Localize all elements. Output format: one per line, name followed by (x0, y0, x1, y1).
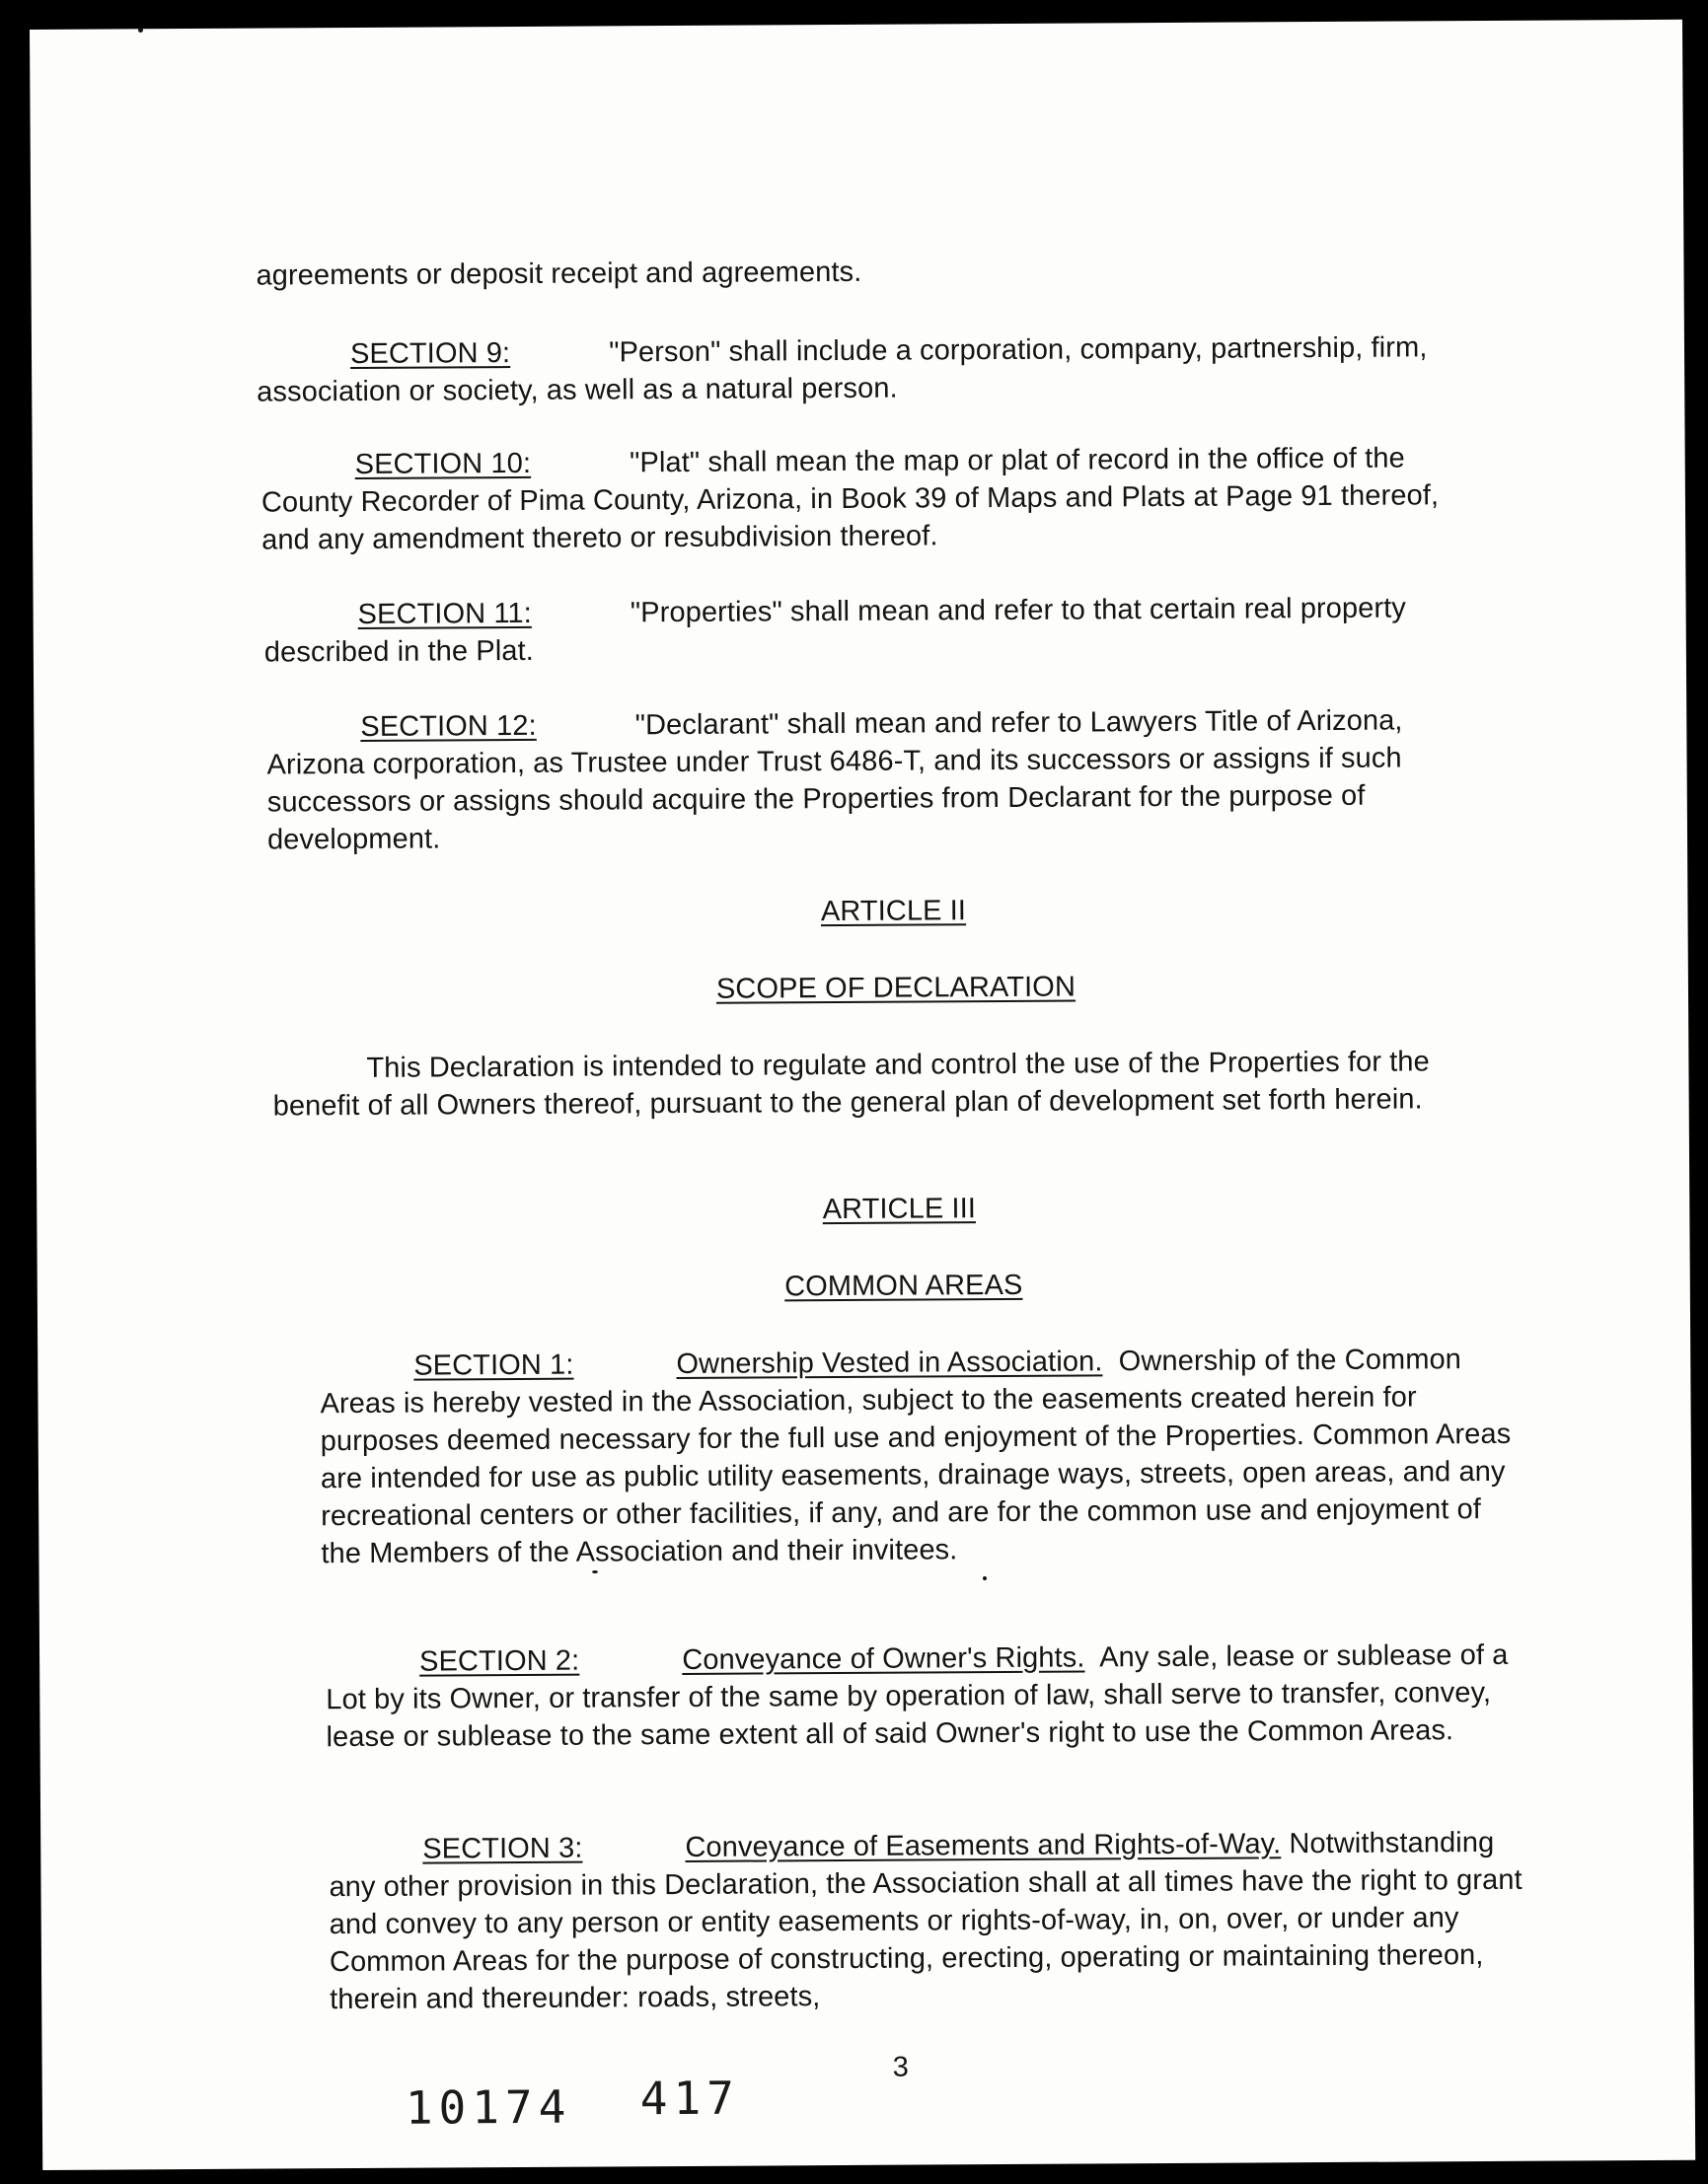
article-2-heading: ARTICLE II (820, 895, 967, 928)
art3-section-1-title: Ownership Vested in Association. (676, 1346, 1103, 1381)
scan-speck (983, 1576, 987, 1580)
section-12-label: SECTION 12: (360, 709, 537, 743)
section-9-label: SECTION 9: (349, 337, 511, 371)
document-page (30, 20, 1695, 2170)
scan-speck (1685, 1845, 1690, 1850)
page-number: 3 (892, 2051, 909, 2083)
article-3-section-2 (326, 1637, 1521, 1756)
art3-section-2-title: Conveyance of Owner's Rights. (682, 1641, 1085, 1676)
section-9-text: "Person" shall include a corporation, company, partnership, firm, association or society, as well as a natural person. (257, 331, 1428, 408)
section-10 (261, 439, 1496, 559)
lead-line-text: agreements or deposit receipt and agreements. (256, 255, 862, 292)
article-3-heading: ARTICLE III (822, 1193, 977, 1226)
section-9 (257, 328, 1490, 411)
scan-speck (138, 28, 143, 33)
art3-section-1-label: SECTION 1: (413, 1348, 574, 1382)
section-11 (264, 589, 1498, 672)
recording-book-number: 10174 (405, 2079, 572, 2135)
article-2-body-text: This Declaration is intended to regulate and control the use of the Properties for the benefit of all Owners thereof, pursuant to the general plan of development set forth herein. (272, 1046, 1430, 1123)
section-10-text: "Plat" shall mean the map or plat of record in the office of the County Recorder of Pima County, Arizona, in Book 39 of Maps and Plats at Page 91 thereof, and any amendment thereto or resubdivision thereof. (260, 442, 1440, 556)
art3-section-1-text: Ownership of the Common Areas is hereby vested in the Association, subject to the easements created herein for purposes deemed necessary for the full use and enjoyment of the Properties. Common Areas are intended for use as public utility easements, drainage ways, streets, open areas, and any recreational centers or other facilities, if any, and are for the common use and enjoyment of the Members of the Association and their invitees. (320, 1344, 1512, 1570)
page-content (30, 20, 1695, 2170)
article-3-section-1 (320, 1341, 1515, 1572)
art3-section-3-label: SECTION 3: (422, 1832, 583, 1865)
section-12-text: "Declarant" shall mean and refer to Lawyers Title of Arizona, Arizona corporation, as Trustee under Trust 6486-T, and its successors or assigns if such successors or assigns should acquire the Properties from Declarant for the purpose of development. (266, 704, 1403, 856)
art3-section-2-label: SECTION 2: (419, 1644, 580, 1678)
section-11-label: SECTION 11: (357, 597, 532, 630)
section-12 (266, 701, 1501, 859)
recording-page-number: 417 (639, 2071, 741, 2126)
article-3-subheading: COMMON AREAS (784, 1269, 1023, 1303)
scan-speck (592, 1570, 598, 1573)
art3-section-3-text: Notwithstanding any other provision in this Declaration, the Association shall at all times have the right to grant and convey to any person or entity easements or rights-of-way, in, on, over, or under any Common Areas for the purpose of constructing, erecting, operating or maintaining thereon, therein and thereunder: roads, streets, (329, 1826, 1522, 2016)
article-2-body (272, 1043, 1506, 1126)
section-11-text: "Properties" shall mean and refer to that certain real property described in the Plat. (263, 592, 1407, 669)
art3-section-2-text: Any sale, lease or sublease of a Lot by its Owner, or transfer of the same by operation of law, shall serve to transfer, convey, lease or sublease to the same extent all of said Owner's right to use the Common Areas. (326, 1638, 1509, 1754)
section-10-label: SECTION 10: (354, 447, 532, 480)
art3-section-3-title: Conveyance of Easements and Rights-of-Way. (685, 1828, 1282, 1863)
lead-line (256, 250, 1489, 295)
article-2-subheading: SCOPE OF DECLARATION (715, 971, 1077, 1005)
article-3-section-3 (329, 1824, 1523, 2018)
